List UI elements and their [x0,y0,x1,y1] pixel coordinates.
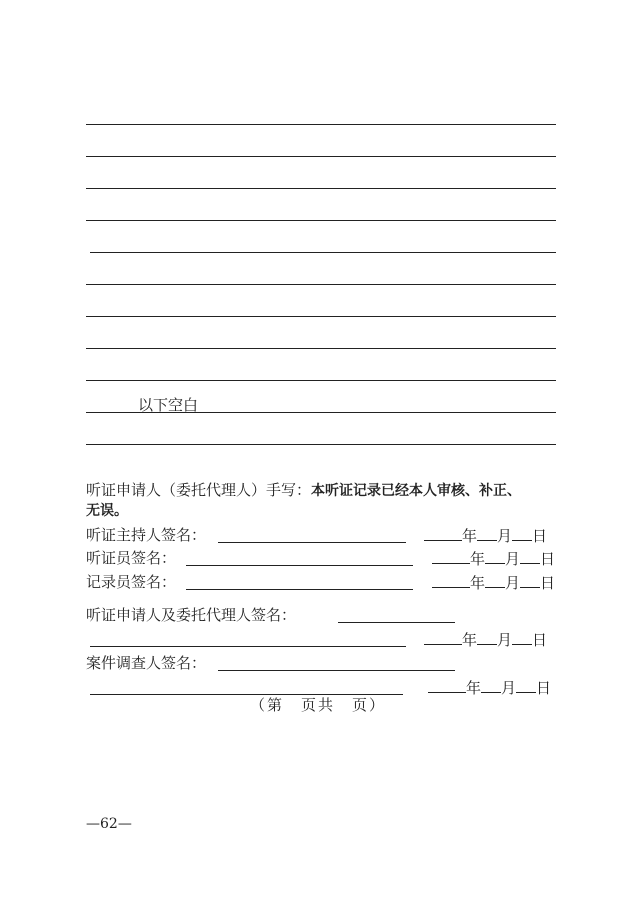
hearing-officer-signature-line[interactable] [186,565,413,566]
ruled-line [86,124,556,125]
ruled-line [86,220,556,221]
host-date: 年 月 日 [424,526,547,545]
hearing-officer-signature-label: 听证员签名： [86,549,177,567]
page-number: —62— [86,816,132,832]
ruled-line [86,380,556,381]
applicant-agent-signature-line-2[interactable] [90,646,406,647]
ruled-line [86,444,556,445]
host-signature-line[interactable] [218,542,406,543]
investigator-signature-label: 案件调查人签名： [86,654,207,672]
statement-text: 本听证记录已经本人审核、补正、 [311,483,522,499]
blank-note: 以下空白 [138,396,199,414]
applicant-agent-signature-line[interactable] [338,622,455,623]
applicant-agent-date: 年 月 日 [424,630,547,649]
host-signature-label: 听证主持人签名： [86,526,207,544]
investigator-date: 年 月 日 [428,678,551,697]
page-marker: （第 页共 页） [250,696,387,714]
ruled-line [86,156,556,157]
statement-text-continued: 无误。 [86,503,128,519]
ruled-line [86,284,556,285]
ruled-line [86,316,556,317]
investigator-signature-line-2[interactable] [90,694,403,695]
ruled-line [86,348,556,349]
recorder-date: 年 月 日 [432,573,555,592]
ruled-line [86,188,556,189]
statement-label: 听证申请人（委托代理人）手写： [86,481,312,499]
recorder-signature-line[interactable] [186,589,413,590]
applicant-agent-signature-label: 听证申请人及委托代理人签名： [86,606,297,624]
hearing-officer-date: 年 月 日 [432,549,555,568]
ruled-line [90,252,556,253]
recorder-signature-label: 记录员签名： [86,573,177,591]
statement-line-1 [86,481,521,500]
investigator-signature-line[interactable] [218,670,455,671]
ruled-line [86,412,556,413]
